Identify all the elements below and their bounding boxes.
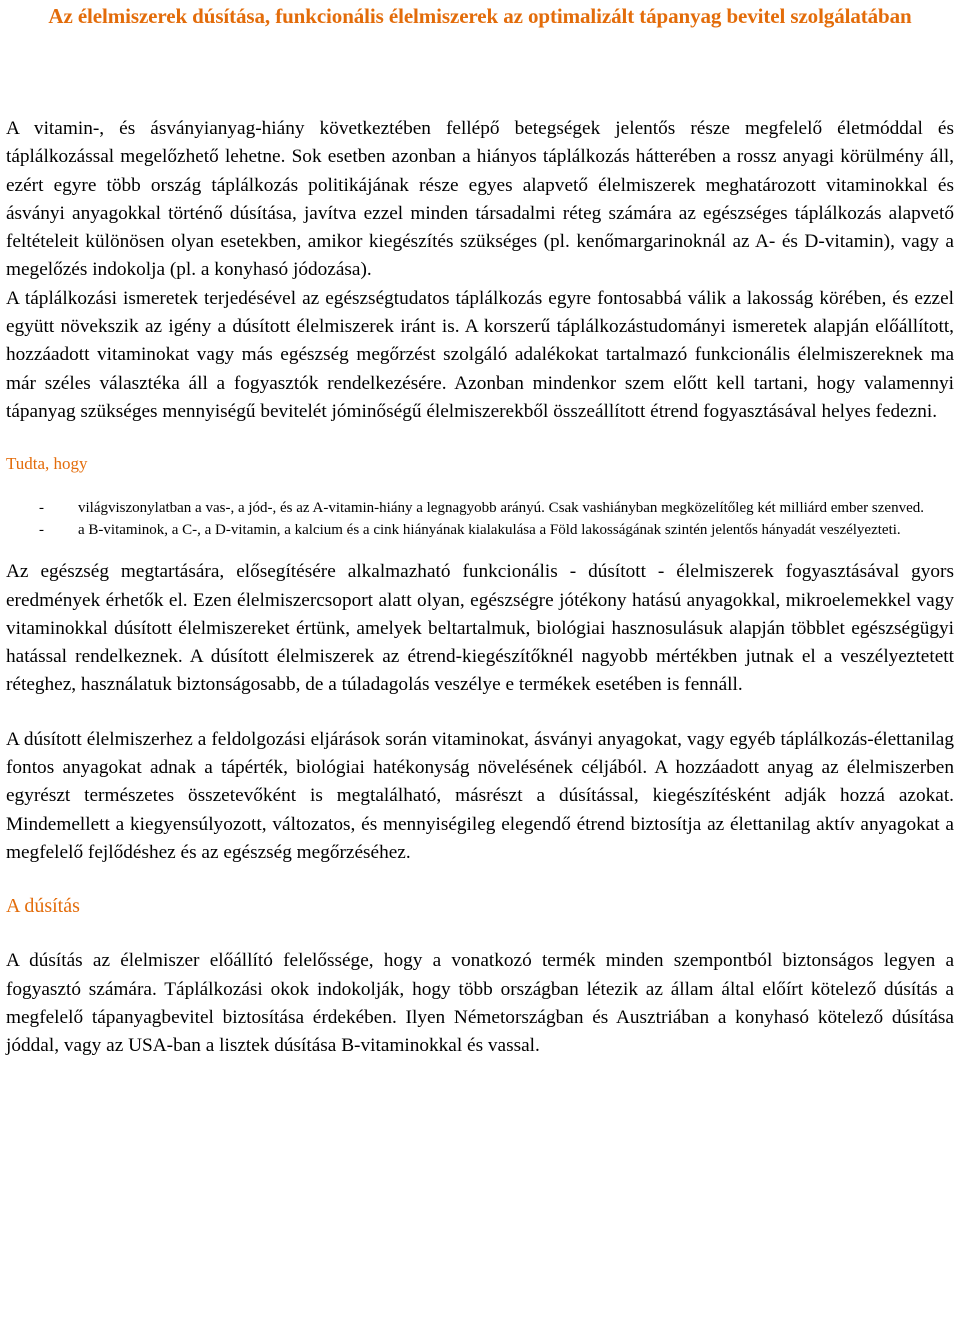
- section-heading-fortification: A dúsítás: [6, 895, 80, 918]
- paragraph-deficiency: A vitamin-, és ásványianyag-hiány következtében fellépő betegségek jelentős része megfelelő életmóddal és táplálkozással megelőzhető lehetne. Sok esetben azonban a hiányos táplálkozás hátterében a rossz anyagi körülmény áll, ezért egyre több ország táplálkozás politikájának része egyes alapvető élelmiszerek meghatározott vitaminokkal és ásványi anyagokkal történő dúsítása, javítva ezzel minden társadalmi réteg számára az egészséges táplálkozás alapvető feltételeit különösen olyan esetekben, amikor kiegészítés szükséges (pl. kenőmargarinoknál az A- és D-vitamin), vagy a megelőzés indokolja (pl. a konyhasó jódozása).: [6, 118, 954, 281]
- paragraph-fortified-foods: A dúsított élelmiszerhez a feldolgozási eljárások során vitaminokat, ásványi anyagokat, vagy egyéb táplálkozás-élettanilag fontos anyagokat adnak a tápérték, biológiai hatékonyság növelésének céljából. A hozzáadott anyag az élelmiszerben egyrészt természetes összetevőként is megtalálható, másrészt a dúsítással, kiegészítésként adják hozzá azokat. Mindemellett a kiegyensúlyozott, változatos, és mennyiségileg elegendő étrend biztosítja az élettanilag aktív anyagokat a megfelelő fejlődéshez és az egészség megőrzéséhez.: [6, 728, 954, 863]
- list-item: [6, 520, 954, 542]
- list-bullet: -: [39, 500, 44, 517]
- list-item-text: a B-vitaminok, a C-, a D-vitamin, a kalcium és a cink hiányának kialakulása a Föld lakosságának szintén jelentős hányadát veszélyezteti.: [78, 521, 901, 538]
- paragraph-nutrition-awareness: A táplálkozási ismeretek terjedésével az egészségtudatos táplálkozás egyre fontosabbá válik a lakosság körében, és ezzel együtt növekszik az igény a dúsított élelmiszerek iránt is. A korszerű táplálkozástudományi ismeretek alapján előállított, hozzáadott vitaminokat vagy más egészség megőrzést szolgáló adalékokat tartalmazó funkcionális élelmiszereknek ma már széles választéka áll a fogyasztók rendelkezésére. Azonban mindenkor szem előtt kell tartani, hogy valamennyi tápanyag szükséges mennyiségű bevitelét jóminőségű élelmiszerekből összeállított étrend fogyasztásával helyes fedezni.: [6, 287, 954, 422]
- did-you-know-heading: Tudta, hogy: [6, 454, 88, 474]
- document-title: Az élelmiszerek dúsítása, funkcionális élelmiszerek az optimalizált tápanyag bevitel szolgálatában: [48, 4, 912, 28]
- list-item: [6, 498, 954, 520]
- list-bullet: -: [39, 521, 44, 538]
- list-item-text: világviszonylatban a vas-, a jód-, és az A-vitamin-hiány a legnagyobb arányú. Csak vashiányban megközelítőleg két milliárd ember szenved.: [78, 500, 924, 517]
- paragraph-mandatory-fortification: A dúsítás az élelmiszer előállító felelőssége, hogy a vonatkozó termék minden szempontból biztonságos legyen a fogyasztó számára. Táplálkozási okok indokolják, hogy több országban létezik az állam által előírt kötelező dúsítás a megfelelő tápanyagbevitel biztosítása érdekében. Ilyen Németországban és Ausztriában a konyhasó kötelező dúsítása jóddal, vagy az USA-ban a lisztek dúsítása B-vitaminokkal és vassal.: [6, 950, 954, 1057]
- did-you-know-list: [6, 498, 954, 541]
- paragraph-functional-foods: Az egészség megtartására, elősegítésére alkalmazható funkcionális - dúsított - élelmiszerek fogyasztásával gyors eredmények érhetők el. Ezen élelmiszercsoport alatt olyan, egészségre jótékony hatású anyagokkal, mikroelemekkel vagy vitaminokkal dúsított élelmiszereket értünk, amelyek beltartalmuk, biológiai hasznosulásuk alapján többlet egészségügyi hatással rendelkeznek. A dúsított élelmiszerek az étrend-kiegészítőknél nagyobb mértékben jutnak el a veszélyeztetett réteghez, használatuk biztonságosabb, de a túladagolás veszélye e termékek esetében is fennáll.: [6, 561, 954, 696]
